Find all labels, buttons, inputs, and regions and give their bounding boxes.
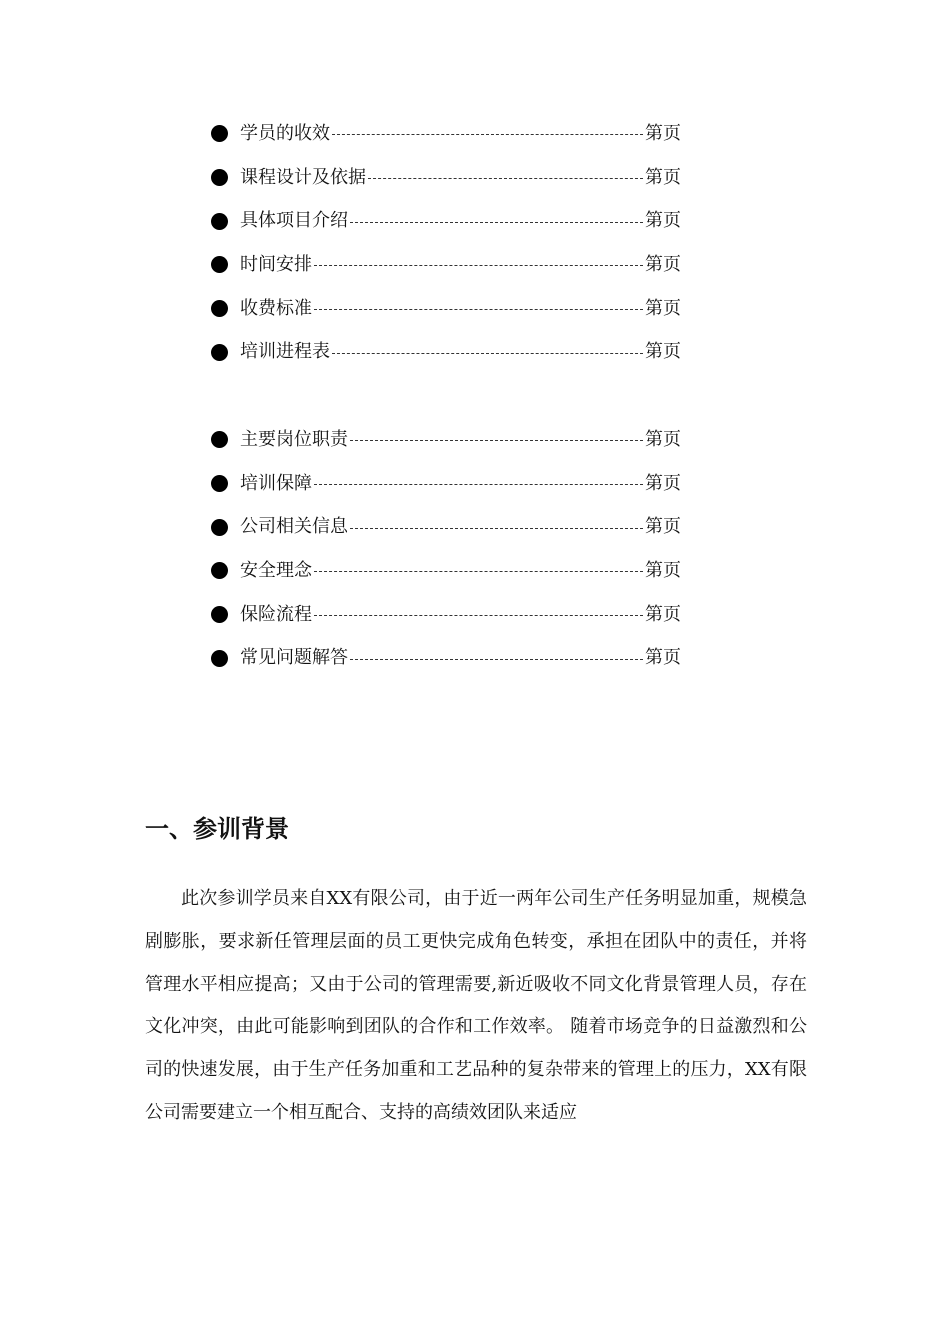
toc-leader [368, 178, 643, 179]
toc-item-page: 第页 [645, 647, 681, 669]
bullet-icon [211, 562, 228, 579]
bullet-icon [211, 606, 228, 623]
bullet-icon [211, 256, 228, 273]
toc-leader [314, 309, 643, 310]
toc-group-1 [211, 112, 681, 374]
toc-item-page: 第页 [645, 603, 681, 625]
toc-item [211, 505, 681, 549]
toc-item-label: 收费标准 [240, 297, 312, 319]
toc-item-label: 培训进程表 [240, 341, 330, 363]
toc-item [211, 549, 681, 593]
toc-item [211, 199, 681, 243]
toc-item-label: 常见问题解答 [240, 647, 348, 669]
toc-item [211, 287, 681, 331]
section-body-paragraph: 此次参训学员来自XX有限公司，由于近一两年公司生产任务明显加重，规模急剧膨胀，要求新任管理层面的员工更快完成角色转变，承担在团队中的责任，并将管理水平相应提高；又由于公司的管理需要,新近吸收不同文化背景管理人员，存在文化冲突，由此可能影响到团队的合作和工作效率。 随着市场竞争的日益激烈和公司的快速发展，由于生产任务加重和工艺品种的复杂带来的管理上的压力，XX有限公司需要建立一个相互配合、支持的高绩效团队来适应 [145, 888, 807, 1123]
toc-item [211, 462, 681, 506]
toc-item-page: 第页 [645, 297, 681, 319]
bullet-icon [211, 213, 228, 230]
toc-item-label: 时间安排 [240, 253, 312, 275]
toc-item-label: 具体项目介绍 [240, 210, 348, 232]
toc-leader [350, 659, 643, 660]
toc-leader [314, 265, 643, 266]
bullet-icon [211, 125, 228, 142]
bullet-icon [211, 475, 228, 492]
toc-leader [332, 353, 643, 354]
toc-item [211, 593, 681, 637]
toc-item-label: 主要岗位职责 [240, 428, 348, 450]
bullet-icon [211, 300, 228, 317]
toc-item-page: 第页 [645, 559, 681, 581]
toc-item [211, 156, 681, 200]
toc-item-page: 第页 [645, 210, 681, 232]
toc-item [211, 418, 681, 462]
toc-item-page: 第页 [645, 341, 681, 363]
toc-item-label: 安全理念 [240, 559, 312, 581]
toc-item-label: 保险流程 [240, 603, 312, 625]
toc-group-2 [211, 418, 681, 680]
toc-leader [350, 222, 643, 223]
toc-item-label: 公司相关信息 [240, 516, 348, 538]
toc-item-page: 第页 [645, 516, 681, 538]
toc-leader [350, 528, 643, 529]
toc-leader [332, 134, 643, 135]
bullet-icon [211, 344, 228, 361]
toc-leader [314, 571, 643, 572]
toc-leader [350, 440, 643, 441]
bullet-icon [211, 519, 228, 536]
toc-leader [314, 484, 643, 485]
toc-item [211, 636, 681, 680]
toc-item [211, 330, 681, 374]
toc-item-page: 第页 [645, 428, 681, 450]
toc-item-label: 课程设计及依据 [240, 166, 366, 188]
toc-item-page: 第页 [645, 166, 681, 188]
toc-item-label: 学员的收效 [240, 122, 330, 144]
bullet-icon [211, 650, 228, 667]
toc-leader [314, 615, 643, 616]
toc-item-page: 第页 [645, 253, 681, 275]
toc-item [211, 243, 681, 287]
section-heading: 一、参训背景 [145, 815, 289, 843]
toc-item [211, 112, 681, 156]
toc-item-page: 第页 [645, 122, 681, 144]
bullet-icon [211, 431, 228, 448]
toc-item-page: 第页 [645, 472, 681, 494]
toc-item-label: 培训保障 [240, 472, 312, 494]
bullet-icon [211, 169, 228, 186]
